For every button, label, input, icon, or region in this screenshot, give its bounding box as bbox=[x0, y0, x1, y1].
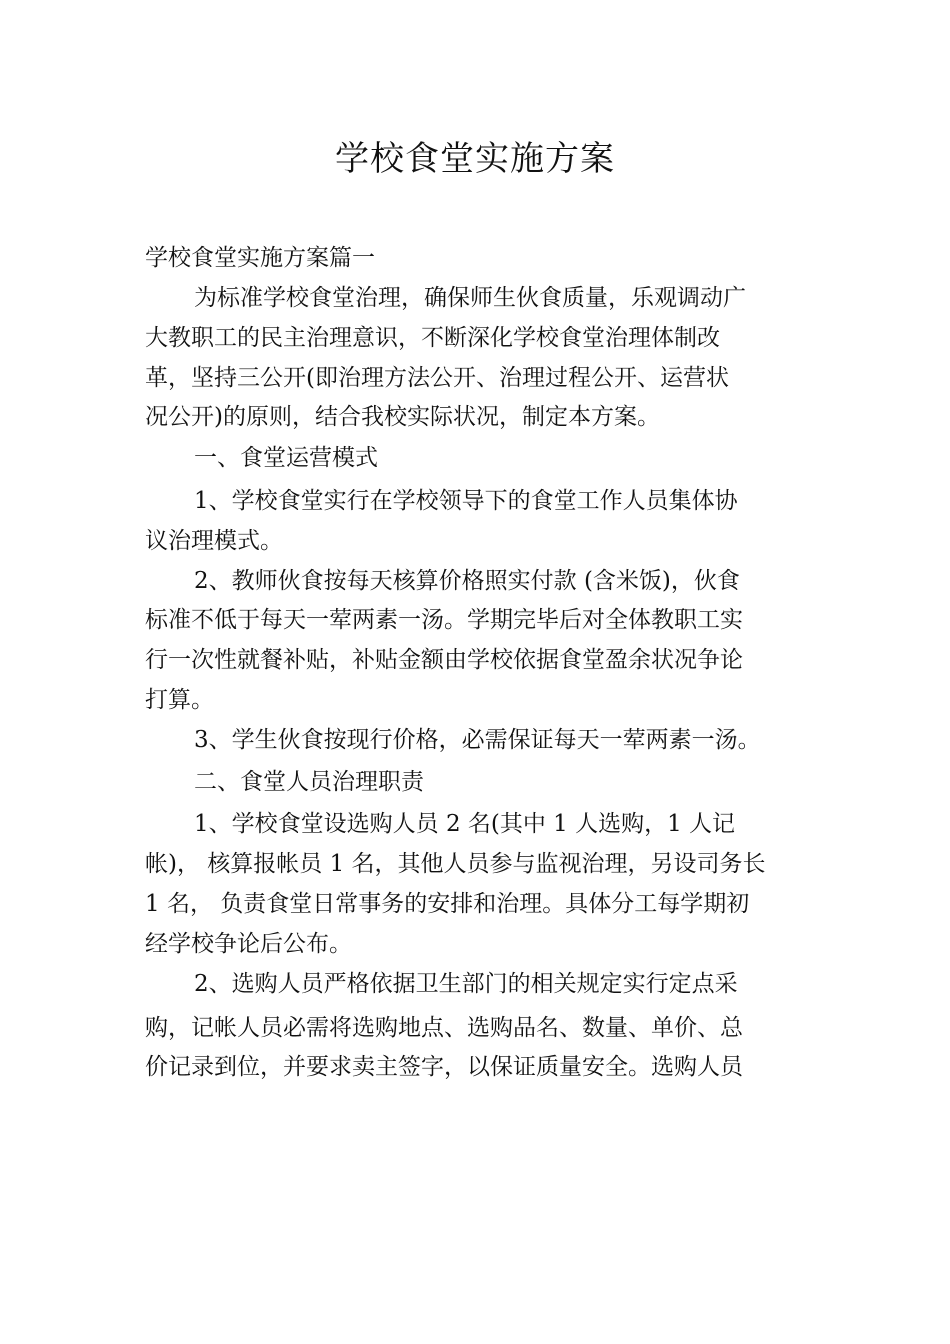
paragraph-line: 帐)， 核算报帐员 1 名，其他人员参与监视治理，另设司务长 bbox=[145, 851, 766, 877]
paragraph-line: 标准不低于每天一荤两素一汤。学期完毕后对全体教职工实 bbox=[145, 607, 743, 633]
paragraph-line: 况公开)的原则，结合我校实际状况，制定本方案。 bbox=[145, 404, 660, 430]
paragraph-line: 大教职工的民主治理意识，不断深化学校食堂治理体制改 bbox=[145, 325, 720, 351]
paragraph-line: 议治理模式。 bbox=[145, 528, 283, 554]
paragraph-line: 1、学校食堂实行在学校领导下的食堂工作人员集体协 bbox=[194, 488, 738, 514]
document-title: 学校食堂实施方案 bbox=[335, 139, 615, 179]
paragraph-line: 购，记帐人员必需将选购地点、选购品名、数量、单价、总 bbox=[145, 1015, 743, 1041]
paragraph-line: 经学校争论后公布。 bbox=[145, 931, 352, 957]
paragraph-line: 行一次性就餐补贴，补贴金额由学校依据食堂盈余状况争论 bbox=[145, 647, 743, 673]
paragraph-line: 3、学生伙食按现行价格，必需保证每天一荤两素一汤。 bbox=[194, 727, 761, 753]
paragraph-line: 1 名， 负责食堂日常事务的安排和治理。具体分工每学期初 bbox=[145, 891, 750, 917]
paragraph-line: 为标准学校食堂治理，确保师生伙食质量，乐观调动广 bbox=[194, 285, 746, 311]
paragraph-line: 1、学校食堂设选购人员 2 名(其中 1 人选购，1 人记 bbox=[194, 811, 736, 837]
paragraph-line: 革，坚持三公开(即治理方法公开、治理过程公开、运营状 bbox=[145, 365, 729, 391]
subsection-heading: 一、食堂运营模式 bbox=[194, 445, 378, 471]
subsection-heading: 二、食堂人员治理职责 bbox=[194, 769, 424, 795]
section-heading: 学校食堂实施方案篇一 bbox=[145, 245, 375, 271]
paragraph-line: 价记录到位，并要求卖主签字，以保证质量安全。选购人员 bbox=[145, 1054, 743, 1080]
paragraph-line: 打算。 bbox=[145, 687, 214, 713]
paragraph-line: 2、教师伙食按每天核算价格照实付款 (含米饭)，伙食 bbox=[194, 568, 740, 594]
paragraph-line: 2、选购人员严格依据卫生部门的相关规定实行定点采 bbox=[194, 971, 738, 997]
